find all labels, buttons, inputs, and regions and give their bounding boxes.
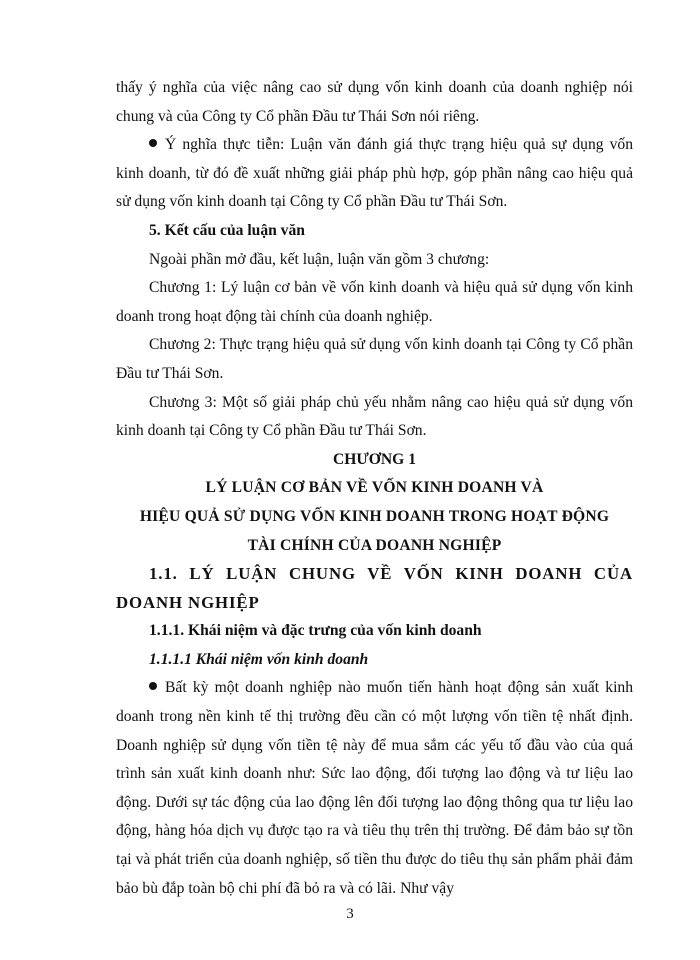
paragraph-intro: thấy ý nghĩa của việc nâng cao sử dụng vốn kinh doanh của doanh nghiệp nói chung và của Công ty Cổ phần Đầu tư Thái Sơn nói riêng. <box>116 79 633 125</box>
body-text <box>116 74 633 903</box>
section-heading-1-1-1-1: 1.1.1.1 Khái niệm vốn kinh doanh <box>149 650 369 668</box>
paragraph-text: Bất kỳ một doanh nghiệp nào muốn tiến hành hoạt động sản xuất kinh doanh trong nền kinh tế thị trường đều cần có một lượng vốn tiền tệ nhất định. Doanh nghiệp sử dụng vốn tiền tệ này để mua sắm các yếu tố đầu vào của quá trình sản xuất kinh doanh như: Sức lao động, đối tượng lao động và tư liệu lao động. Dưới sự tác động của lao động lên đối tượng lao động thông qua tư liệu lao động, hàng hóa dịch vụ được tạo ra và tiêu thụ trên thị trường. Để đảm bảo sự tồn tại và phát triển của doanh nghiệp, số tiền thu được do tiêu thụ sản phẩm phải đảm bảo bù đắp toàn bộ chi phí đã bỏ ra và có lãi. Như vậy <box>116 679 633 897</box>
paragraph-chapter-1: Chương 1: Lý luận cơ bản về vốn kinh doanh và hiệu quả sử dụng vốn kinh doanh trong hoạt động tài chính của doanh nghiệp. <box>116 279 633 325</box>
bullet-icon <box>149 682 157 690</box>
page-number: 3 <box>346 906 354 922</box>
paragraph-text: Ý nghĩa thực tiễn: Luận văn đánh giá thực trạng hiệu quả sự dụng vốn kinh doanh, từ đó đề xuất những giải pháp phù hợp, góp phần nâng cao hiệu quả sử dụng vốn kinh doanh tại Công ty Cổ phần Đầu tư Thái Sơn. <box>116 136 633 211</box>
paragraph-chapter-3: Chương 3: Một số giải pháp chủ yếu nhằm nâng cao hiệu quả sử dụng vốn kinh doanh tại Công ty Cổ phần Đầu tư Thái Sơn. <box>116 393 633 440</box>
bullet-icon <box>149 139 157 147</box>
paragraph-structure: Ngoài phần mở đầu, kết luận, luận văn gồm 3 chương: <box>149 250 490 268</box>
section-heading-1-1: 1.1. LÝ LUẬN CHUNG VỀ VỐN KINH DOANH CỦA DOANH NGHIỆP <box>116 564 633 612</box>
section-heading-1-1-1: 1.1.1. Khái niệm và đặc trưng của vốn kinh doanh <box>149 622 482 640</box>
chapter-title-line-3: TÀI CHÍNH CỦA DOANH NGHIỆP <box>247 536 502 554</box>
chapter-label: CHƯƠNG 1 <box>332 450 417 468</box>
paragraph-chapter-2: Chương 2: Thực trạng hiệu quả sử dụng vốn kinh doanh tại Công ty Cổ phần Đầu tư Thái Sơn. <box>116 336 633 382</box>
paragraph-practical-significance <box>116 131 633 217</box>
section-heading-structure: 5. Kết cấu của luận văn <box>149 221 305 239</box>
chapter-title-line-1: LÝ LUẬN CƠ BẢN VỀ VỐN KINH DOANH VÀ <box>205 479 544 497</box>
chapter-title-line-2: HIỆU QUẢ SỬ DỤNG VỐN KINH DOANH TRONG HOẠT ĐỘNG <box>139 507 610 525</box>
paragraph-concept <box>116 674 633 903</box>
